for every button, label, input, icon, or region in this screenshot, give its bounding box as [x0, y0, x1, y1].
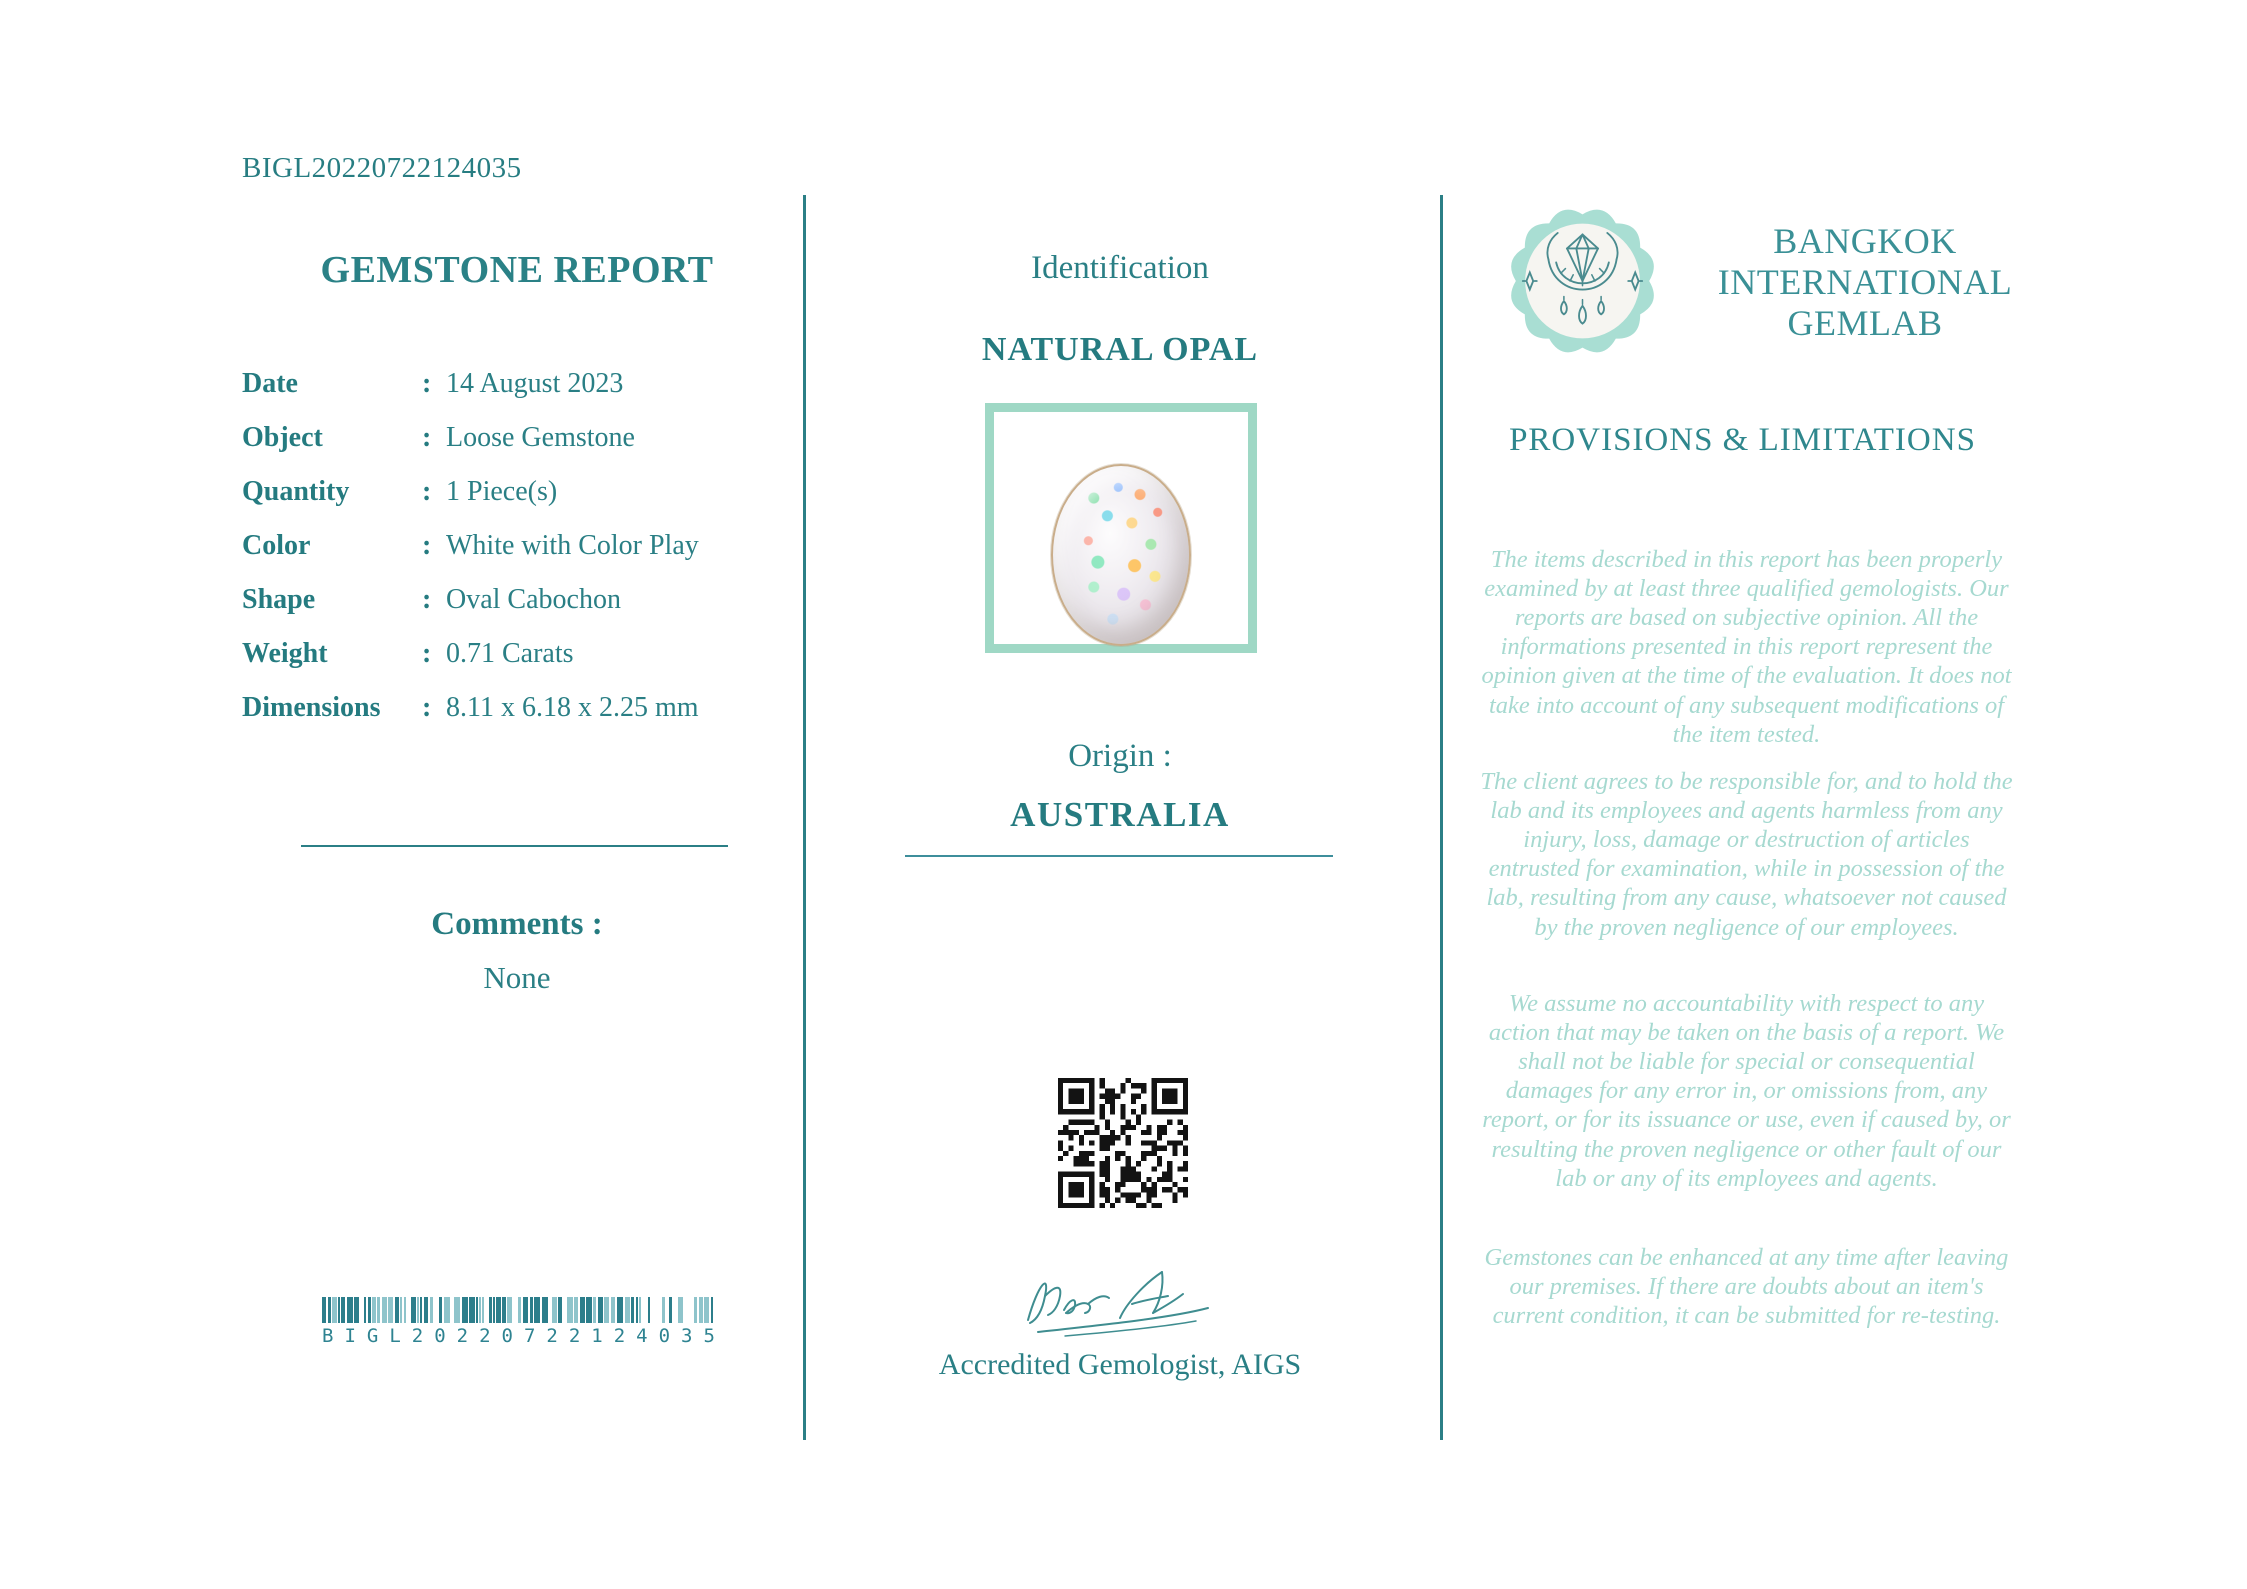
- field-label: Color: [242, 530, 311, 561]
- field-row-dimensions: [242, 692, 772, 722]
- field-value: 8.11 x 6.18 x 2.25 mm: [446, 692, 699, 723]
- field-label: Shape: [242, 584, 316, 615]
- lab-name: [1690, 221, 2040, 344]
- field-row-shape: [242, 584, 772, 614]
- barcode: [322, 1297, 726, 1347]
- comments-value: None: [483, 960, 551, 995]
- gem-photo: [1051, 464, 1191, 646]
- field-colon: :: [422, 368, 432, 399]
- barcode-text: BIGL20220722124035: [322, 1325, 726, 1347]
- provisions-heading: PROVISIONS & LIMITATIONS: [1509, 422, 1976, 458]
- barcode-bars: [322, 1297, 715, 1323]
- field-colon: :: [422, 422, 432, 453]
- qr-code: [1058, 1078, 1188, 1208]
- field-value: Loose Gemstone: [446, 422, 635, 453]
- gem-photo-frame: [985, 403, 1257, 653]
- origin-divider-line: [905, 855, 1333, 857]
- field-colon: :: [422, 530, 432, 561]
- field-label: Dimensions: [242, 692, 381, 723]
- field-colon: :: [422, 476, 432, 507]
- report-number: BIGL20220722124035: [242, 152, 522, 184]
- identification-result: NATURAL OPAL: [981, 331, 1259, 368]
- field-row-date: [242, 368, 772, 398]
- provision-paragraph: The client agrees to be responsible for, and to hold the lab and its employees and agents harmless from any injury, loss, damage or destruction of articles entrusted for examination, while in possession of the lab, resulting from any cause, whatsoever not caused by the proven negligence of our employees.: [1480, 767, 2013, 941]
- identification-heading: Identification: [1031, 250, 1209, 286]
- column-divider-right: [1440, 195, 1443, 1440]
- comments-divider-line: [301, 845, 728, 847]
- lab-logo: [1505, 202, 1660, 360]
- field-row-color: [242, 530, 772, 560]
- field-value: 14 August 2023: [446, 368, 624, 399]
- field-row-quantity: [242, 476, 772, 506]
- lab-name-line: BANGKOK: [1773, 221, 1957, 261]
- provision-paragraph: The items described in this report has been properly examined by at least three qualified gemologists. Our reports are based on subjective opinion. All the informations presented in this report represent the opinion given at the time of the evaluation. It does not take into account of any subsequent modifications of the item tested.: [1481, 545, 2012, 748]
- field-row-weight: [242, 638, 772, 668]
- origin-value: AUSTRALIA: [1010, 795, 1230, 834]
- field-row-object: [242, 422, 772, 452]
- field-label: Date: [242, 368, 298, 399]
- field-label: Object: [242, 422, 323, 453]
- column-divider-left: [803, 195, 806, 1440]
- comments-label: Comments :: [431, 906, 603, 942]
- field-value: 1 Piece(s): [446, 476, 558, 507]
- field-colon: :: [422, 584, 432, 615]
- provision-paragraph: We assume no accountability with respect to any action that may be taken on the basis of a report. We shall not be liable for special or consequential damages for any error in, or omissions from, any report, or for its issuance or use, even if caused by, or resulting the proven negligence or other fault of our lab or any of its employees and agents.: [1482, 989, 2011, 1192]
- report-fields: [242, 368, 772, 746]
- field-label: Quantity: [242, 476, 350, 507]
- report-title: GEMSTONE REPORT: [320, 249, 714, 291]
- field-label: Weight: [242, 638, 328, 669]
- gemologist-signature: [1010, 1256, 1225, 1351]
- field-value: Oval Cabochon: [446, 584, 621, 615]
- lab-name-line: INTERNATIONAL: [1717, 262, 2013, 302]
- field-value: White with Color Play: [446, 530, 699, 561]
- gemologist-title: Accredited Gemologist, AIGS: [938, 1348, 1302, 1381]
- field-value: 0.71 Carats: [446, 638, 574, 669]
- field-colon: :: [422, 692, 432, 723]
- lab-name-line: GEMLAB: [1787, 303, 1943, 343]
- field-colon: :: [422, 638, 432, 669]
- provision-paragraph: Gemstones can be enhanced at any time after leaving our premises. If there are doubts about an item's current condition, it can be submitted for re-testing.: [1484, 1243, 2009, 1329]
- origin-label: Origin :: [1068, 738, 1172, 774]
